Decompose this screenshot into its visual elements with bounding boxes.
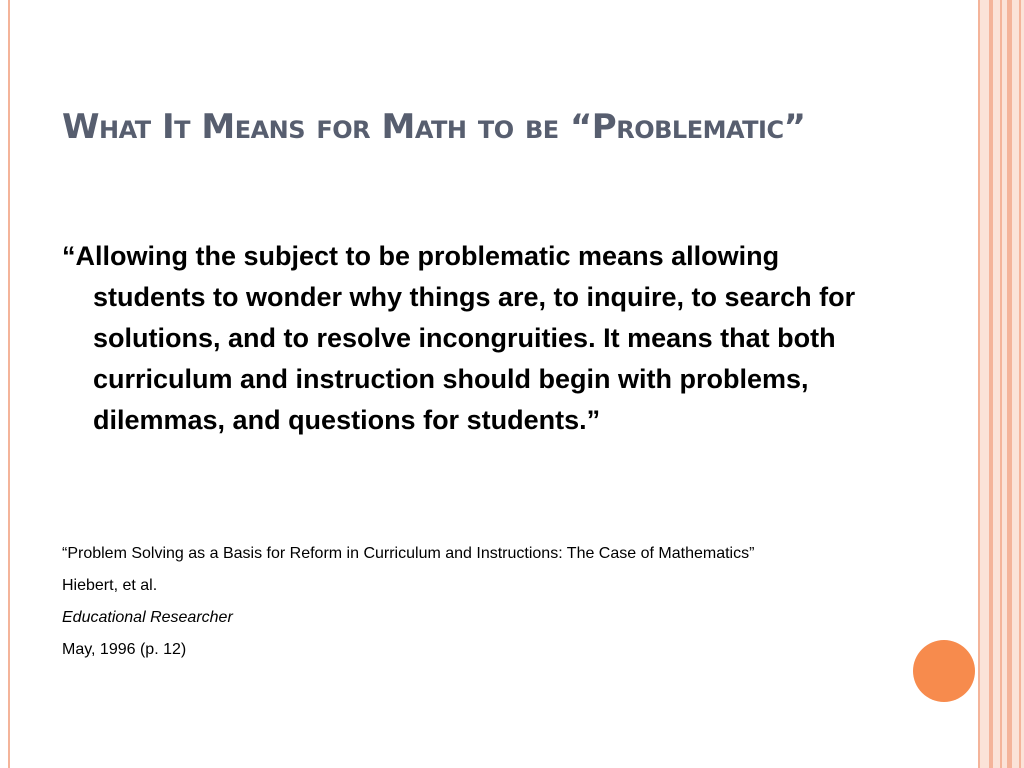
- citation-journal: Educational Researcher: [62, 609, 233, 626]
- slide-title: What It Means for Math to be “Problematic”: [62, 107, 806, 147]
- citation-block: [62, 540, 922, 668]
- citation-date: May, 1996 (p. 12): [62, 641, 187, 658]
- decorative-circle: [913, 640, 975, 702]
- stripe-line: [1000, 0, 1002, 768]
- stripe-line: [989, 0, 993, 768]
- citation-article: “Problem Solving as a Basis for Reform in Curriculum and Instructions: The Case of Mathematics”: [62, 545, 755, 562]
- stripe-line: [1019, 0, 1021, 768]
- left-accent-line: [8, 0, 10, 768]
- stripe-line: [978, 0, 980, 768]
- stripe-line: [1007, 0, 1012, 768]
- right-stripe-band: [978, 0, 1024, 768]
- quote-text: “Allowing the subject to be problematic means allowing students to wonder why things are, to inquire, to search for solutions, and to resolve incongruities. It means that both curriculum and instruction should begin with problems, dilemmas, and questions for students.”: [62, 241, 856, 435]
- citation-authors: Hiebert, et al.: [62, 577, 158, 594]
